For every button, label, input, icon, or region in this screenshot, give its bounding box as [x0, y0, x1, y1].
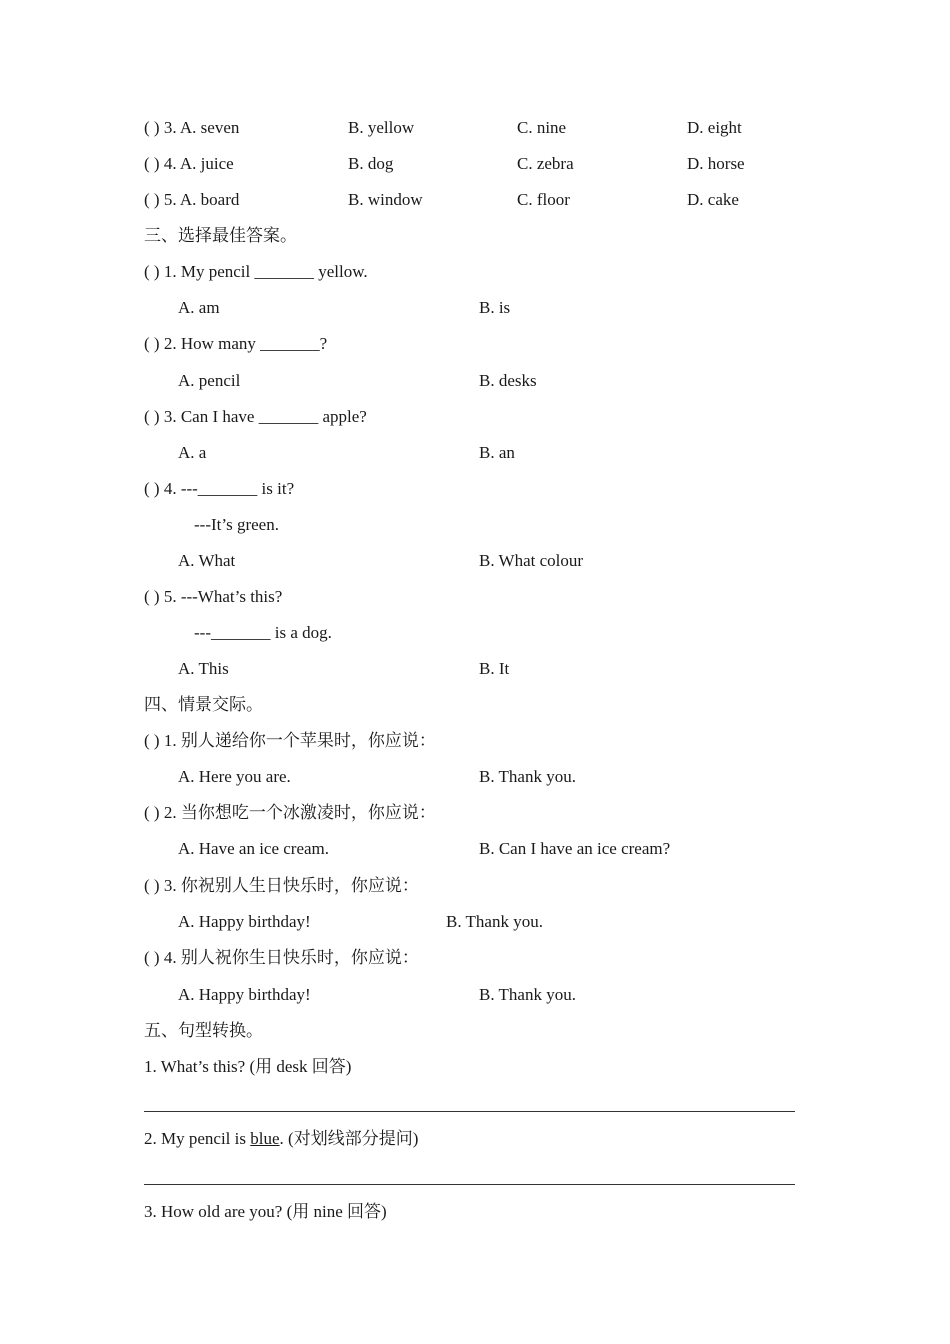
s4-q2-options [0, 837, 950, 861]
s4-q3-stem-line [0, 874, 950, 898]
s4-q3-options [0, 910, 950, 934]
s2-row-5-option-b: B. window [348, 190, 423, 209]
section3-heading [0, 224, 950, 248]
s4-q2-stem: ( ) 2. 当你想吃一个冰激凌时，你应说： [144, 803, 436, 822]
s2-row-4-stem: ( ) 4. A. juice [144, 154, 234, 173]
section4-heading-text: 四、情景交际。 [144, 695, 263, 714]
s3-q5-reply-line [0, 621, 950, 645]
s2-row-5-option-c: C. floor [517, 190, 570, 209]
s2-row-4-option-d: D. horse [687, 154, 745, 173]
s3-q1-stem-line [0, 260, 950, 284]
s2-row-4 [0, 152, 950, 176]
s3-q1-option-a: A. am [178, 298, 220, 317]
s3-q3-option-b: B. an [479, 443, 515, 462]
s4-q3-option-a: A. Happy birthday! [178, 912, 311, 931]
s2-row-4-option-b: B. dog [348, 154, 394, 173]
s5-q1-answer-line[interactable] [144, 1111, 795, 1112]
s3-q1-options [0, 296, 950, 320]
s3-q4-option-b: B. What colour [479, 551, 584, 570]
s3-q5-stem: ( ) 5. ---What’s this? [144, 587, 283, 606]
s4-q2-stem-line [0, 801, 950, 825]
s5-q3-line [0, 1200, 950, 1224]
s5-q2-after: . (对划线部分提问) [279, 1129, 419, 1148]
s2-row-5-option-d: D. cake [687, 190, 739, 209]
s3-q3-stem-line [0, 405, 950, 429]
s5-q2-line [0, 1127, 950, 1151]
s3-q2-option-b: B. desks [479, 371, 537, 390]
s4-q4-option-a: A. Happy birthday! [178, 985, 311, 1004]
section3-heading-text: 三、选择最佳答案。 [144, 226, 297, 245]
s3-q4-reply-line [0, 513, 950, 537]
s2-row-3-option-c: C. nine [517, 118, 567, 137]
s5-q2-answer-line[interactable] [144, 1184, 795, 1185]
s5-q1-line [0, 1055, 950, 1079]
s3-q5-options [0, 657, 950, 681]
s4-q2-option-a: A. Have an ice cream. [178, 839, 330, 858]
s3-q2-stem-line [0, 332, 950, 356]
s2-row-3-option-b: B. yellow [348, 118, 415, 137]
s3-q1-option-b: B. is [479, 298, 511, 317]
s3-q3-stem: ( ) 3. Can I have _______ apple? [144, 407, 367, 426]
s5-q1-text: 1. What’s this? (用 desk 回答) [144, 1057, 352, 1076]
s4-q1-stem-line [0, 729, 950, 753]
s3-q4-options [0, 549, 950, 573]
s2-row-3 [0, 116, 950, 140]
s2-row-3-option-d: D. eight [687, 118, 742, 137]
s3-q5-option-b: B. It [479, 659, 510, 678]
s3-q2-options [0, 369, 950, 393]
s5-q2-before: 2. My pencil is [144, 1129, 251, 1148]
s4-q4-option-b: B. Thank you. [479, 985, 576, 1004]
s2-row-5 [0, 188, 950, 212]
s4-q3-stem: ( ) 3. 你祝别人生日快乐时，你应说： [144, 876, 419, 895]
s2-row-4-option-c: C. zebra [517, 154, 574, 173]
s4-q1-option-b: B. Thank you. [479, 767, 576, 786]
section5-heading-text: 五、句型转换。 [144, 1021, 263, 1040]
s3-q4-reply: ---It’s green. [194, 515, 279, 534]
s5-q2-underlined-word: blue [250, 1129, 280, 1148]
s4-q1-stem: ( ) 1. 别人递给你一个苹果时，你应说： [144, 731, 436, 750]
s5-q3-text: 3. How old are you? (用 nine 回答) [144, 1202, 387, 1221]
s3-q5-option-a: A. This [178, 659, 229, 678]
s3-q3-options [0, 441, 950, 465]
s5-q2-text [144, 1127, 418, 1151]
s4-q4-stem: ( ) 4. 别人祝你生日快乐时，你应说： [144, 948, 419, 967]
s3-q5-reply: ---_______ is a dog. [194, 623, 332, 642]
s3-q2-stem: ( ) 2. How many _______? [144, 334, 328, 353]
s3-q5-stem-line [0, 585, 950, 609]
section5-heading [0, 1019, 950, 1043]
s3-q2-option-a: A. pencil [178, 371, 241, 390]
s4-q4-stem-line [0, 946, 950, 970]
s4-q4-options [0, 983, 950, 1007]
s3-q4-stem-line [0, 477, 950, 501]
s3-q1-stem: ( ) 1. My pencil _______ yellow. [144, 262, 368, 281]
s2-row-3-stem: ( ) 3. A. seven [144, 118, 240, 137]
s4-q3-option-b: B. Thank you. [446, 912, 543, 931]
s4-q1-option-a: A. Here you are. [178, 767, 291, 786]
s3-q4-option-a: A. What [178, 551, 236, 570]
s4-q2-option-b: B. Can I have an ice cream? [479, 839, 671, 858]
s4-q1-options [0, 765, 950, 789]
s2-row-5-stem: ( ) 5. A. board [144, 190, 240, 209]
s3-q4-stem: ( ) 4. ---_______ is it? [144, 479, 295, 498]
section4-heading [0, 693, 950, 717]
s3-q3-option-a: A. a [178, 443, 207, 462]
